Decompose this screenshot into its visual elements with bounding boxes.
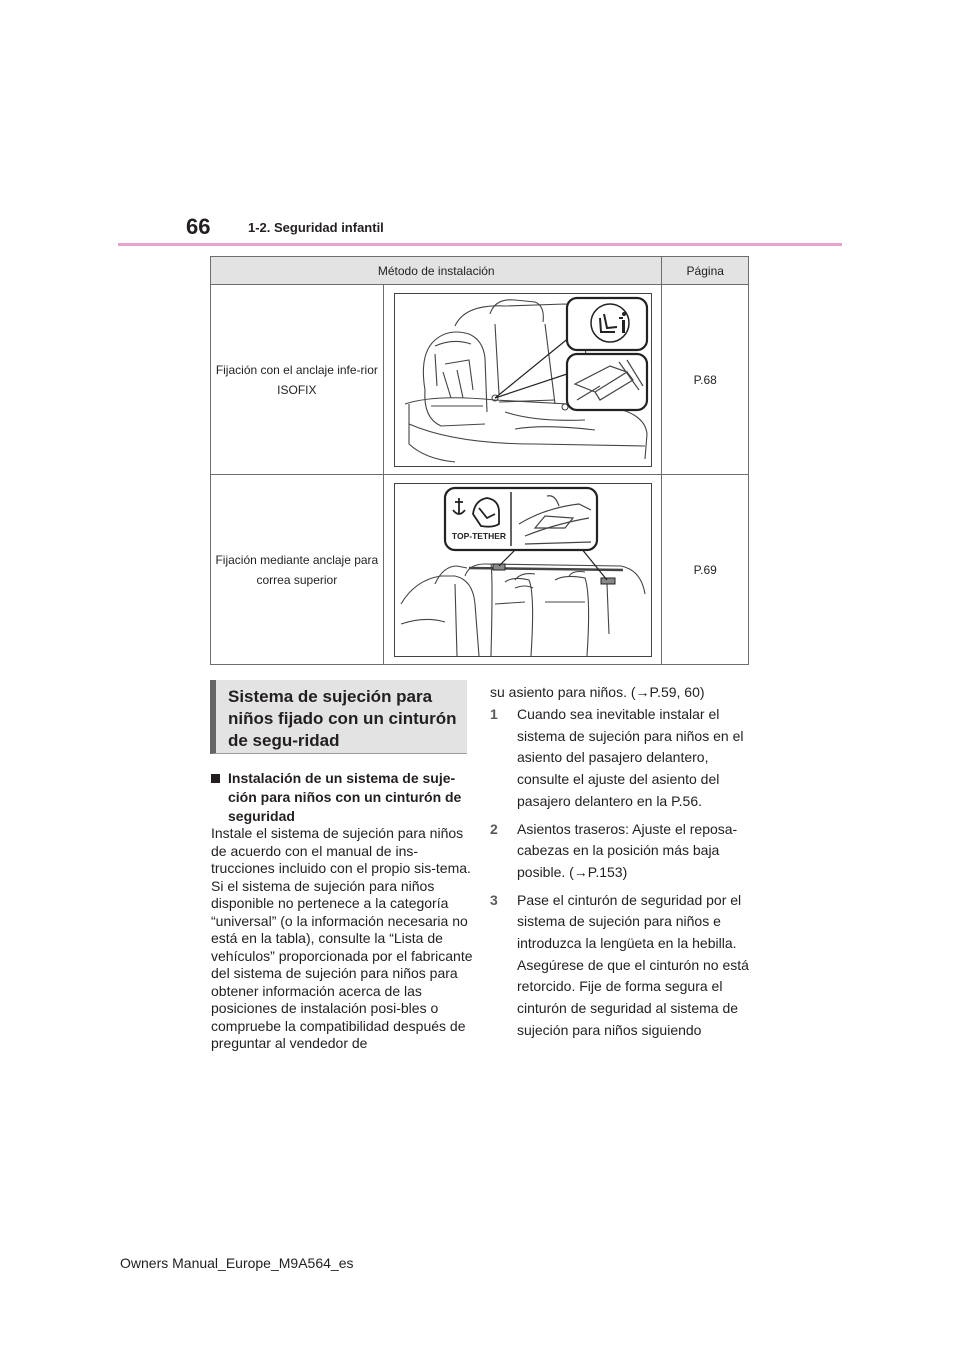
top-tether-label: TOP-TETHER: [451, 530, 506, 541]
table-row: [211, 475, 749, 665]
illustration-cell: [383, 285, 662, 475]
method-cell: Fijación mediante anclaje para correa superior: [211, 475, 384, 665]
page-cell: P.69: [662, 475, 749, 665]
step-number: 3: [490, 891, 498, 908]
isofix-seat-illustration: [394, 293, 652, 467]
right-column: [490, 682, 760, 1048]
step-item: [490, 819, 760, 884]
footer: Owners Manual_Europe_M9A564_es: [120, 1255, 354, 1271]
step-text: Asientos traseros: Ajuste el reposa-cabezas en la posición más baja posible. (→P.153): [517, 820, 738, 880]
subheading-text: Instalación de un sistema de suje-ción para niños con un cinturón de seguridad: [228, 770, 462, 824]
subheading: [211, 769, 473, 826]
step-item: [490, 890, 760, 1042]
table-header-page: Página: [662, 257, 749, 285]
callout-title: Sistema de sujeción para niños fijado con un cinturón de segu-ridad: [228, 687, 457, 750]
continuation-text: su asiento para niños. (→P.59, 60): [490, 684, 705, 700]
step-text: Pase el cinturón de seguridad por el sistema de sujeción para niños e introduzca la lengüeta en la hebilla. Asegúrese de que el cinturón no está retorcido. Fije de forma segura el cinturón de seguridad al sistema de sujeción para niños siguiendo: [517, 891, 749, 1038]
illustration-cell: [383, 475, 662, 665]
square-bullet-icon: [211, 774, 220, 783]
step-text: Cuando sea inevitable instalar el sistema de sujeción para niños en el asiento del pasajero delantero, consulte el ajuste del asiento del pasajero delantero en la P.56.: [517, 706, 744, 809]
header-rule: [118, 243, 842, 246]
step-number: 2: [490, 820, 498, 837]
body-text-left: Instale el sistema de sujeción para niños de acuerdo con el manual de ins-trucciones incluido con el propio sis-tema. Si el sistema de sujeción para niños disponible no pertenece a la categoría “universal” (o la información necesaria no está en la tabla), consulte la “Lista de vehículos” proporcionada por el fabricante del sistema de sujeción para niños para obtener información acerca de las posiciones de instalación posi-bles o compruebe la compatibilidad después de preguntar al vendedor de: [211, 825, 473, 1051]
step-number: 1: [490, 706, 498, 722]
section-callout: [210, 680, 467, 754]
page-number: 66: [186, 214, 211, 239]
section-title: 1-2. Seguridad infantil: [248, 220, 384, 235]
step-item: [490, 704, 760, 813]
table-row: [211, 285, 749, 475]
table-header-method: Método de instalación: [211, 257, 662, 285]
page-cell: P.68: [662, 285, 749, 475]
top-tether-illustration: [394, 483, 652, 657]
method-cell: Fijación con el anclaje infe-rior ISOFIX: [211, 285, 384, 475]
installation-table: [210, 256, 749, 665]
